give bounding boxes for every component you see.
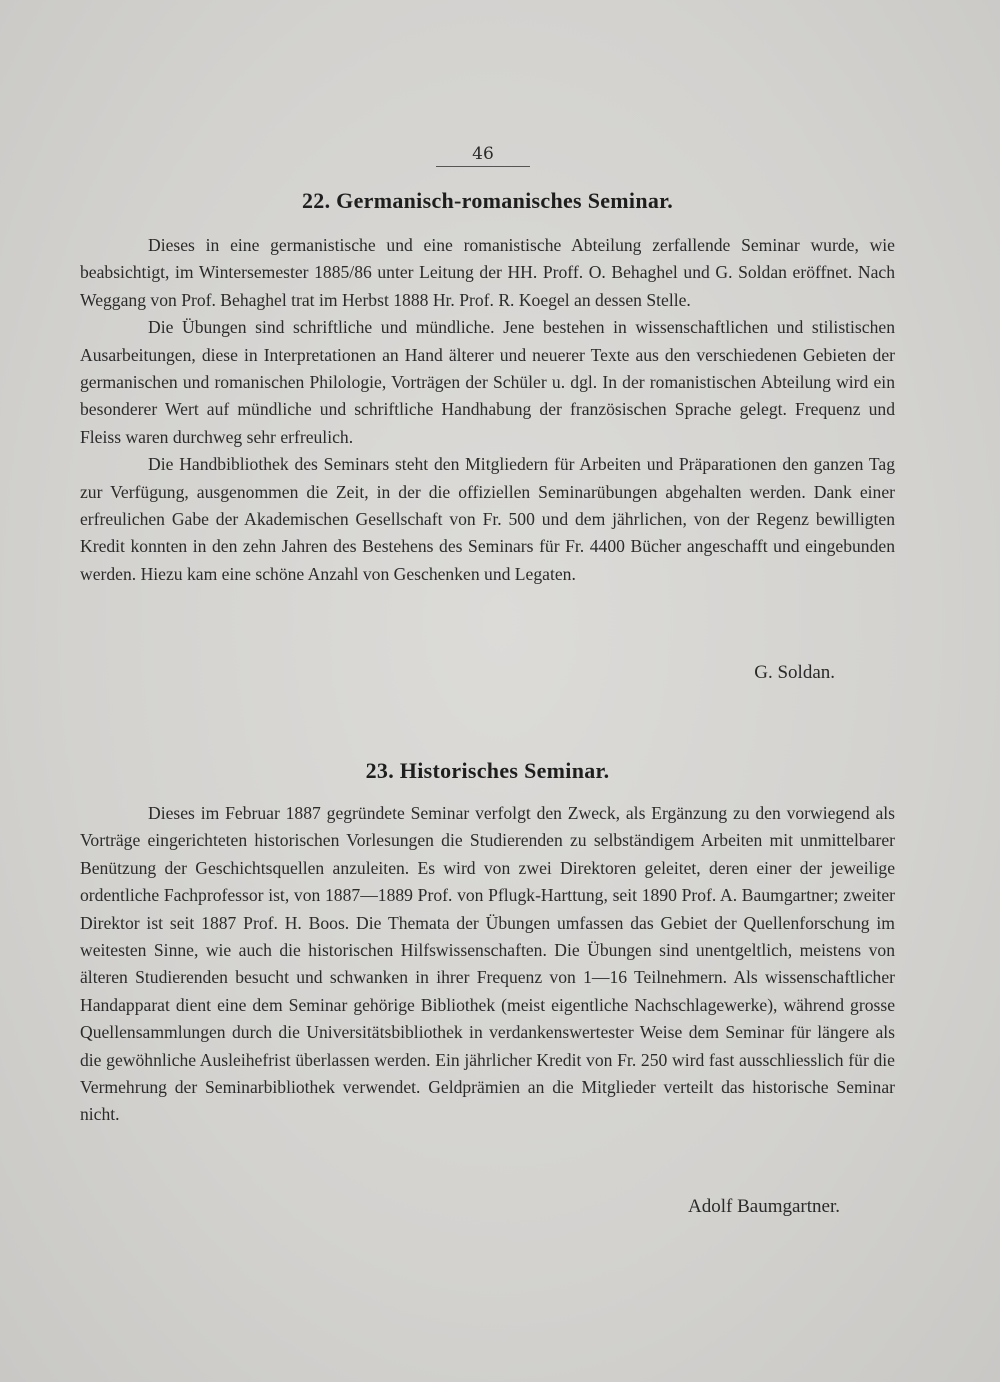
signature: Adolf Baumgartner. <box>688 1196 840 1217</box>
page-number: 46 <box>436 144 530 167</box>
section-body <box>80 232 895 588</box>
section-title: 22. Germanisch-romanisches Seminar. <box>301 188 674 213</box>
signature: G. Soldan. <box>754 662 835 683</box>
section-body <box>80 800 895 1129</box>
paragraph: Die Handbibliothek des Seminars steht den Mitgliedern für Arbeiten und Präparationen den ganzen Tag zur Verfügung, ausgenommen die Zeit, in der die offiziellen Seminarübungen abgehalten werden. Dank einer erfreulichen Gabe der Akademischen Gesellschaft von Fr. 500 und dem jährlichen, von der Regenz bewilligten Kredit konnten in den zehn Jahren des Bestehens des Seminars für Fr. 4400 Bücher angeschafft und eingebunden werden. Hiezu kam eine schöne Anzahl von Geschenken und Legaten. <box>80 454 895 584</box>
paragraph: Dieses in eine germanistische und eine romanistische Abteilung zerfallende Seminar wurde, wie beabsichtigt, im Wintersemester 1885/86 unter Leitung der HH. Proff. O. Behaghel und G. Soldan eröffnet. Nach Weggang von Prof. Behaghel trat im Herbst 1888 Hr. Prof. R. Koegel an dessen Stelle. <box>80 235 895 310</box>
section-title: 23. Historisches Seminar. <box>365 758 610 783</box>
paragraph: Die Übungen sind schriftliche und mündliche. Jene bestehen in wissenschaftlichen und stilistischen Ausarbeitungen, diese in Interpretationen an Hand älterer und neuerer Texte aus den verschiedenen Gebieten der germanischen und romanischen Philologie, Vorträgen der Schüler u. dgl. In der romanistischen Abteilung wird ein besonderer Wert auf mündliche und schriftliche Handhabung der französischen Sprache gelegt. Frequenz und Fleiss waren durchweg sehr erfreulich. <box>80 317 895 447</box>
document-page <box>80 0 895 1382</box>
paragraph: Dieses im Februar 1887 gegründete Seminar verfolgt den Zweck, als Ergänzung zu den vorwiegend als Vorträge eingerichteten historischen Vorlesungen die Studierenden zu selbständigem Arbeiten mit unmittelbarer Benützung der Geschichtsquellen anzuleiten. Es wird von zwei Direktoren geleitet, deren einer der jeweilige ordentliche Fachprofessor ist, von 1887—1889 Prof. von Pflugk-Harttung, seit 1890 Prof. A. Baumgartner; zweiter Direktor ist seit 1887 Prof. H. Boos. Die Themata der Übungen umfassen das Gebiet der Quellenforschung im weitesten Sinne, wie auch die historischen Hilfswissenschaften. Die Übungen sind unentgeltlich, meistens von älteren Studierenden besucht und schwanken in ihrer Frequenz von 1—16 Teilnehmern. Als wissenschaftlicher Handapparat dient eine dem Seminar gehörige Bibliothek (meist eigentliche Nachschlagewerke), während grosse Quellensammlungen durch die Universitätsbibliothek in verdankenswertester Weise dem Seminar für längere als die gewöhnliche Ausleihefrist überlassen werden. Ein jährlicher Kredit von Fr. 250 wird fast ausschliesslich für die Vermehrung der Seminarbibliothek verwendet. Geldprämien an die Mitglieder verteilt das historische Seminar nicht. <box>80 803 895 1125</box>
